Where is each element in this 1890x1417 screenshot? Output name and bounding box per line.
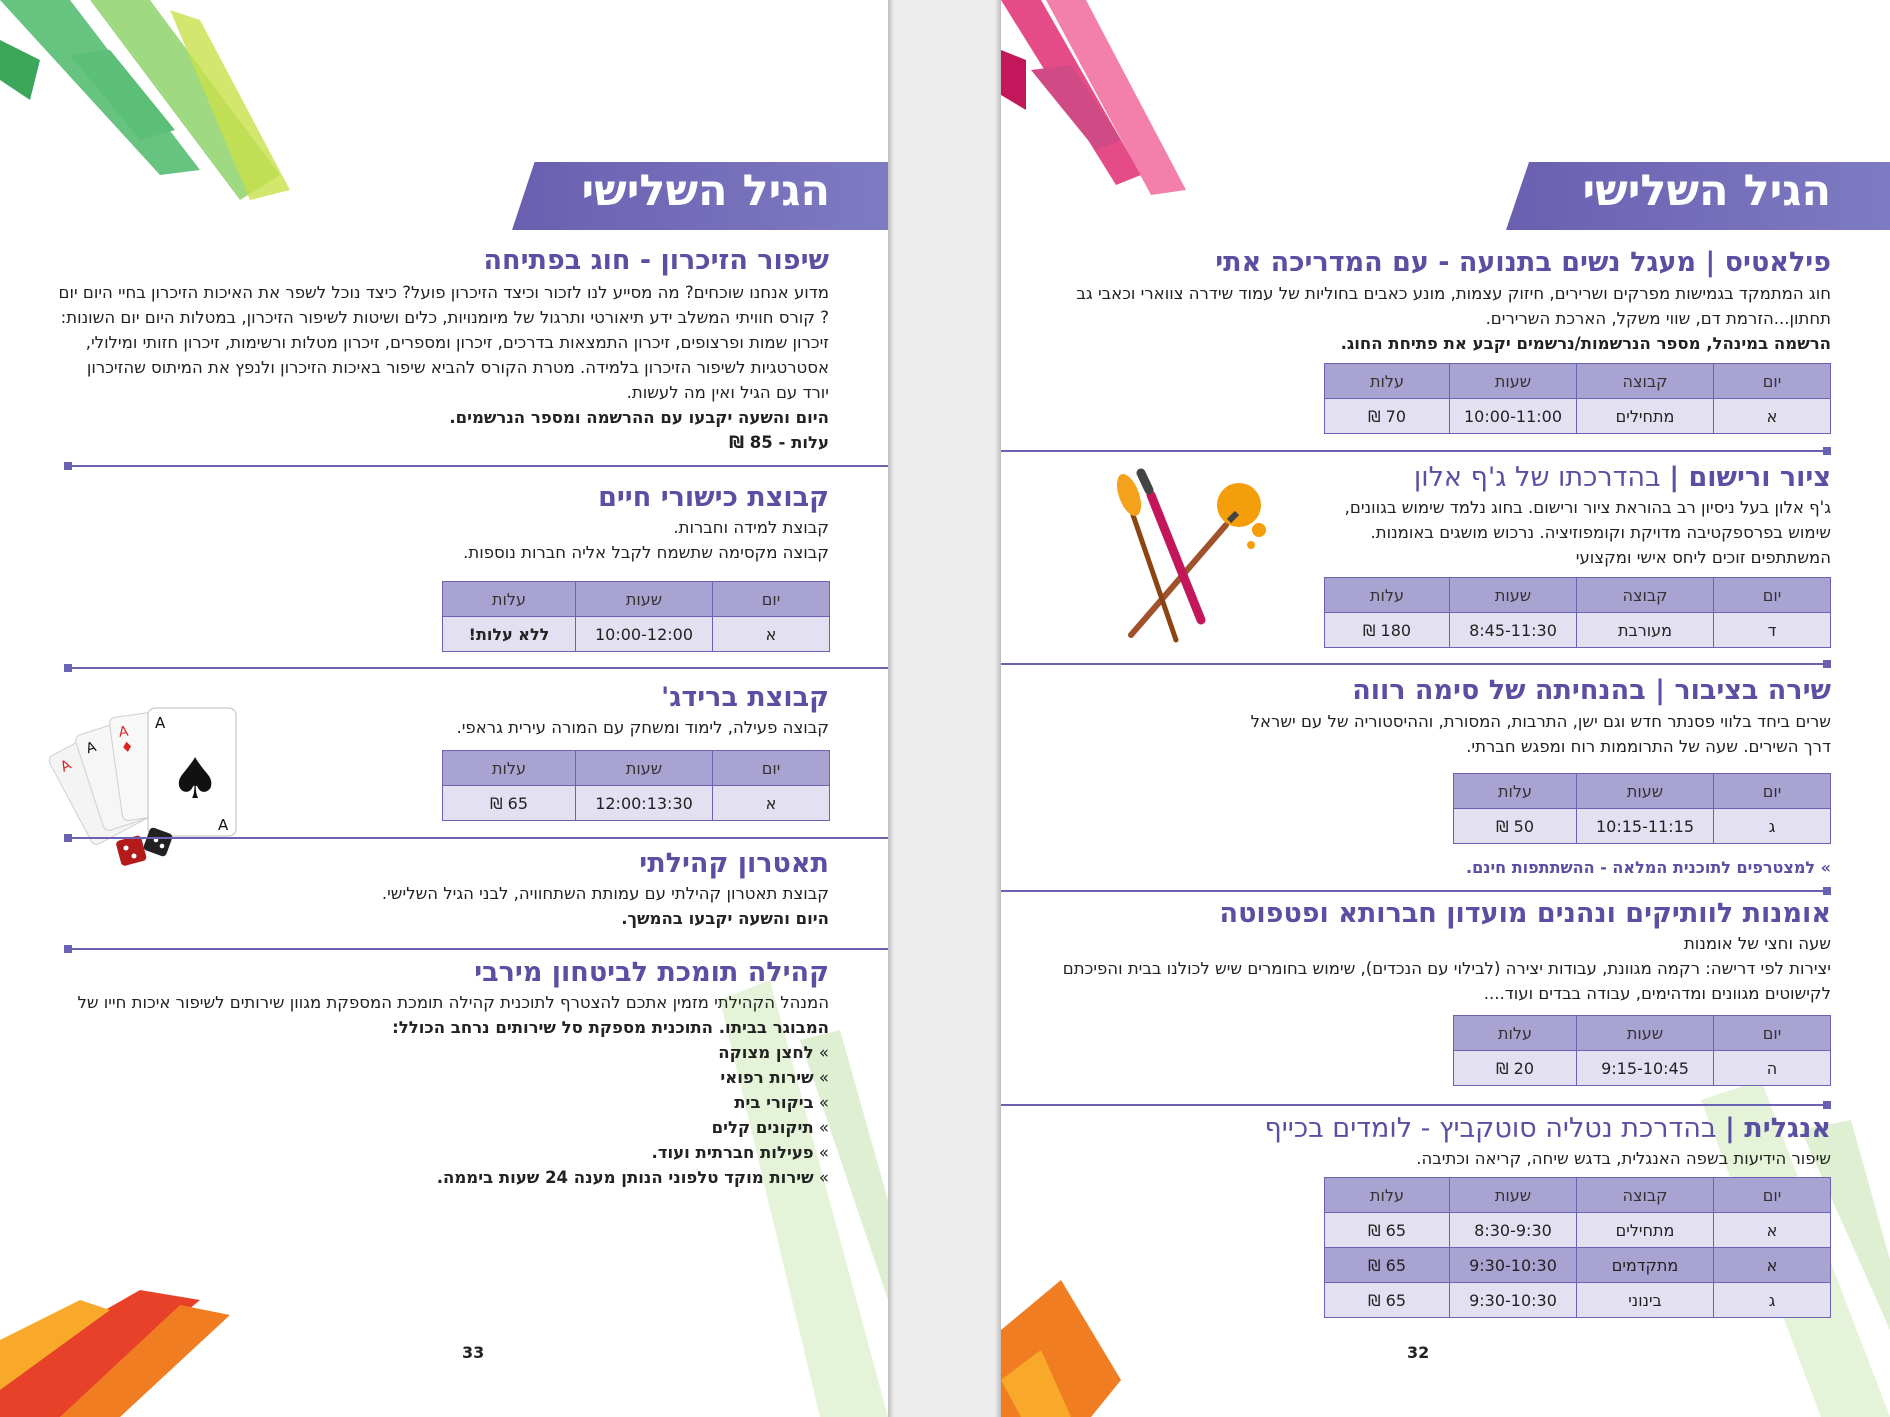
table-cell: ה (1714, 1051, 1831, 1086)
singing-line: שרים ביחד בלווי פסנתר חדש וגם ישן, התרבות, המסורת, וההיסטוריה של עם ישראל (1250, 712, 1831, 731)
table-header-cell: שעות (576, 582, 713, 617)
table-cell: 8:30-9:30 (1450, 1213, 1577, 1248)
table-header-cell: קבוצה (1577, 364, 1714, 399)
painting-line: המשתתפים זוכים ליחס אישי ומקצועי (1575, 548, 1831, 567)
table-header-cell: שעות (1450, 578, 1577, 613)
community-line: המנהל הקהילתי מזמין אתכם להצטרף לתוכנית קהילה תומכת המספקת מגוון שירותים לשיפור איכות חייו של (77, 993, 829, 1012)
table-header-cell: יום (1714, 774, 1831, 809)
community-line: המבוגר בביתו. התוכנית מספקת סל שירותים נרחב הכולל: (392, 1018, 829, 1037)
table-cell: 65 ₪ (1325, 1213, 1450, 1248)
list-item: » תיקונים קלים (329, 1115, 829, 1140)
section-divider (1001, 890, 1831, 892)
memory-line: מדוע אנחנו שוכחים? מה מסייע לנו לזכור וכיצד הזיכרון פועל? כיצד נוכל לשפר את האיכות הזיכרון בחיי היום יום (58, 283, 829, 302)
table-cell: בינוני (1577, 1283, 1714, 1318)
pilates-table (1324, 363, 1831, 434)
table-cell: א (1714, 399, 1831, 434)
pilates-line: תחתון...הזרמת דם, שווי משקל, הארכת השרירים. (1485, 309, 1831, 328)
section-divider (64, 837, 888, 839)
memory-cost: עלות - 85 ₪ (729, 433, 829, 452)
painting-title-instructor: בהדרכתו של ג'ף אלון (1413, 462, 1670, 493)
table-cell: מתקדמים (1577, 1248, 1714, 1283)
table-cell: 12:00:13:30 (576, 786, 713, 821)
table-row (1454, 1051, 1831, 1086)
english-line: שיפור הידיעות בשפה האנגלית, בדגש שיחה, קריאה וכתיבה. (1416, 1149, 1831, 1168)
table-cell: 9:30-10:30 (1450, 1248, 1577, 1283)
painting-table (1324, 577, 1831, 648)
table-cell: מתחילים (1577, 399, 1714, 434)
header-title: הגיל השלישי (581, 166, 830, 216)
list-item: » ביקורי בית (329, 1090, 829, 1115)
theater-title: תאטרון קהילתי (639, 848, 829, 879)
painting-description (1271, 495, 1831, 570)
table-cell: 20 ₪ (1454, 1051, 1577, 1086)
memory-section-title: שיפור הזיכרון - חוג בפתיחה (483, 245, 829, 276)
singing-title: שירה בציבור | בהנחיתה של סימה רווה (1352, 675, 1831, 706)
list-item: » שירות רפואי (329, 1065, 829, 1090)
svg-text:A: A (57, 756, 74, 776)
table-row (1325, 1248, 1831, 1283)
table-cell: 65 ₪ (1325, 1283, 1450, 1318)
painting-line: שימוש בפרספקטיבה מדויקת וקומפוזיציה. נרכוש מושגים באומנות. (1370, 523, 1831, 542)
section-divider (64, 948, 888, 950)
table-header-cell: עלות (1454, 774, 1577, 809)
svg-text:♦: ♦ (119, 739, 135, 757)
singing-table (1453, 773, 1831, 844)
english-title-bold: אנגלית | (1725, 1113, 1831, 1144)
table-header-cell: עלות (1325, 364, 1450, 399)
table-row (1454, 809, 1831, 844)
table-cell: 10:00-11:00 (1450, 399, 1577, 434)
table-cell: ד (1714, 613, 1831, 648)
art-table (1453, 1015, 1831, 1086)
english-title-instructor: בהדרכת נטליה סוטקביץ - לומדים בכייף (1264, 1113, 1726, 1144)
table-header-cell: עלות (1325, 578, 1450, 613)
table-header-row (1325, 364, 1831, 399)
memory-line: זיכרון שמות ופרצופים, זיכרון התמצאות בדרכים, זיכרון ומספרים, זיכרון מטלות ורשימות, זיכרון חזותי ומילולי, (85, 333, 829, 352)
bridge-title: קבוצת ברידג' (661, 682, 829, 713)
table-row (443, 617, 830, 652)
table-header-cell: שעות (1450, 364, 1577, 399)
table-header-row (443, 751, 830, 786)
pilates-title: פילאטיס | מעגל נשים בתנועה - עם המדריכה אתי (1215, 247, 1831, 278)
table-cell: א (1714, 1213, 1831, 1248)
bridge-description (229, 715, 829, 740)
table-cell: מתחילים (1577, 1213, 1714, 1248)
pilates-line: חוג המתמקד בגמישות מפרקים ושרירים, חיזוק עצמות, מונע כאבים בחוליות של עמוד שידרה צווארי וכאבי גב (1076, 284, 1831, 303)
table-cell: ג (1714, 1283, 1831, 1318)
playing-cards-icon (57, 690, 250, 870)
svg-text:A: A (84, 738, 99, 758)
table-cell: 9:30-10:30 (1450, 1283, 1577, 1318)
table-header-cell: עלות (1325, 1178, 1450, 1213)
free-participation-note: » למצטרפים לתוכנית המלאה - ההשתתפות חינם. (1465, 858, 1831, 877)
table-header-row (1325, 1178, 1831, 1213)
list-item: » פעילות חברתית ועוד. (329, 1140, 829, 1165)
life-skills-table (442, 581, 830, 652)
svg-text:A: A (117, 723, 130, 741)
paintbrushes-icon (1111, 465, 1281, 655)
section-divider (1001, 450, 1831, 452)
table-cell: 70 ₪ (1325, 399, 1450, 434)
english-description (1231, 1146, 1831, 1171)
svg-text:A: A (218, 816, 229, 834)
table-header-row (443, 582, 830, 617)
table-cell: 10:00-12:00 (576, 617, 713, 652)
table-cell: 180 ₪ (1325, 613, 1450, 648)
page-32 (1001, 0, 1890, 1417)
services-list (329, 1040, 829, 1190)
pilates-description (1051, 281, 1831, 356)
table-cell: 8:45-11:30 (1450, 613, 1577, 648)
art-title: אומנות לוותיקים ונהנים מועדון חברותא ופטפוטה (1219, 898, 1831, 929)
table-header-cell: יום (713, 751, 830, 786)
table-cell: 9:15-10:45 (1577, 1051, 1714, 1086)
section-divider (1001, 1104, 1831, 1106)
table-cell: א (713, 617, 830, 652)
table-header-cell: יום (1714, 1178, 1831, 1213)
life-skills-description (229, 515, 829, 565)
memory-line: יורד עם הגיל ואין מה לעשות. (626, 383, 829, 402)
header-title: הגיל השלישי (1582, 166, 1831, 216)
table-header-cell: יום (1714, 1016, 1831, 1051)
singing-line: דרך השירים. שעה של התרוממות רוח ומפגש חברתי. (1466, 737, 1831, 756)
painting-title (1414, 462, 1831, 494)
table-cell: 65 ₪ (443, 786, 576, 821)
life-skills-line: קבוצה מקסימה שתשמח לקבל אליה חברות נוספות. (463, 543, 829, 562)
table-header-cell: עלות (443, 582, 576, 617)
page-number: 33 (462, 1343, 485, 1362)
table-header-row (1454, 774, 1831, 809)
bridge-line: קבוצה פעילה, לימוד ומשחק עם המורה עירית גראפי. (456, 718, 829, 737)
book-gutter (888, 0, 1001, 1417)
singing-description (1131, 709, 1831, 759)
table-row (1325, 1213, 1831, 1248)
table-row (443, 786, 830, 821)
painting-title-bold: ציור ורישום | (1669, 462, 1831, 493)
list-item: » שירות מוקד טלפוני הנותן מענה 24 שעות ביממה. (329, 1165, 829, 1190)
theater-schedule-note: היום והשעה יקבעו בהמשך. (621, 909, 829, 928)
painting-line: ג'ף אלון בעל ניסיון רב בהוראת ציור ורישום. בחוג נלמד שימוש בגוונים, (1344, 498, 1831, 517)
art-line: לקישוטים מגוונים ומדהימים, עבודה בבדים ועוד.... (1483, 984, 1831, 1003)
table-header-cell: שעות (576, 751, 713, 786)
table-header-cell: שעות (1577, 1016, 1714, 1051)
svg-text:A: A (155, 714, 166, 732)
table-cell: 65 ₪ (1325, 1248, 1450, 1283)
list-item: » לחצן מצוקה (329, 1040, 829, 1065)
table-header-cell: שעות (1450, 1178, 1577, 1213)
table-cell: א (713, 786, 830, 821)
memory-description (39, 280, 829, 455)
table-row (1325, 1283, 1831, 1318)
table-cell: ללא עלות! (443, 617, 576, 652)
table-header-cell: עלות (443, 751, 576, 786)
life-skills-title: קבוצת כישורי חיים (598, 482, 829, 513)
theater-line: קבוצת תאטרון קהילתי עם עמותת השתחוויה, לבני הגיל השלישי. (381, 884, 829, 903)
table-cell: א (1714, 1248, 1831, 1283)
table-row (1325, 399, 1831, 434)
table-header-cell: קבוצה (1577, 1178, 1714, 1213)
table-row (1325, 613, 1831, 648)
table-cell: ג (1714, 809, 1831, 844)
table-header-cell: יום (1714, 364, 1831, 399)
table-header-cell: עלות (1454, 1016, 1577, 1051)
table-cell: מעורבת (1577, 613, 1714, 648)
svg-text:♠: ♠ (170, 747, 221, 812)
memory-line: אסטרטגיות לשיפור הזיכרון בלמידה. מטרת הקורס להביא שיפור באיכות הזיכרון ולנפץ את המיתוס שהזיכרון (86, 358, 829, 377)
section-divider (1001, 663, 1831, 665)
table-header-cell: קבוצה (1577, 578, 1714, 613)
english-table (1324, 1177, 1831, 1318)
english-title (1264, 1113, 1831, 1145)
community-title: קהילה תומכת לביטחון מירבי (474, 957, 829, 988)
table-header-cell: יום (713, 582, 830, 617)
art-description (1051, 931, 1831, 1006)
section-divider (64, 465, 888, 467)
memory-schedule-note: היום והשעה יקבעו עם ההרשמה ומספר הנרשמים. (449, 408, 829, 427)
life-skills-line: קבוצת למידה וחברות. (673, 518, 829, 537)
page-33 (0, 0, 888, 1417)
table-cell: 50 ₪ (1454, 809, 1577, 844)
theater-description (229, 881, 829, 931)
table-cell: 10:15-11:15 (1577, 809, 1714, 844)
table-header-cell: יום (1714, 578, 1831, 613)
section-divider (64, 667, 888, 669)
art-line: שעה וחצי של אומנות (1683, 934, 1831, 953)
art-line: יצירות לפי דרישה: רקמה מגוונת, עבודות יצירה (לבילוי עם הנכדים), שימוש בחומרים שיש לכולנו בבית והפיכתם (1062, 959, 1831, 978)
page-number: 32 (1407, 1343, 1430, 1362)
memory-line: ? קורס חוויתי המשלב ידע תיאורטי ותרגול של מיומנויות, כלים ושיטות לשיפור הזיכרון, במטלות היום יום השונות: (60, 308, 829, 327)
community-description (39, 990, 829, 1040)
table-header-row (1454, 1016, 1831, 1051)
table-header-row (1325, 578, 1831, 613)
table-header-cell: שעות (1577, 774, 1714, 809)
pilates-registration-note: הרשמה במינהל, מספר הנרשמות/נרשמים יקבע את פתיחת החוג. (1340, 334, 1831, 353)
bridge-table (442, 750, 830, 821)
